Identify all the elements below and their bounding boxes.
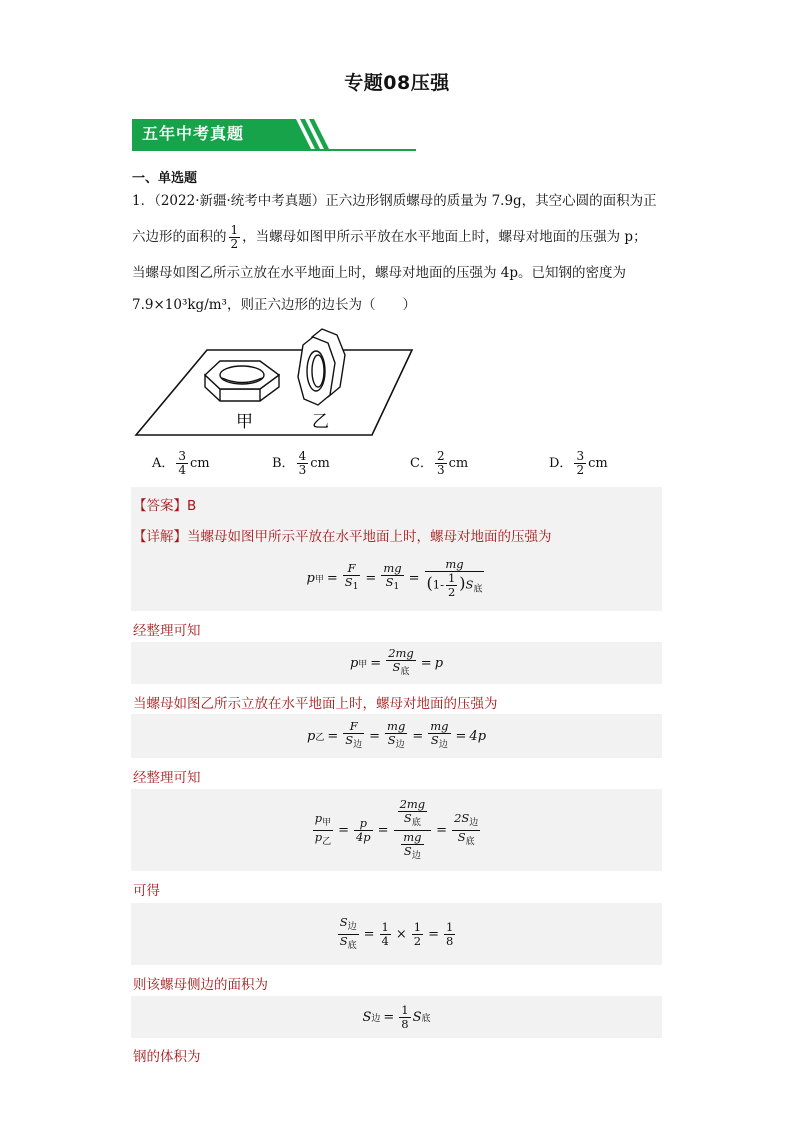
option-c-den: 3 [436, 463, 445, 477]
f3-p: p [306, 728, 316, 744]
f5-e-den: 8 [445, 933, 454, 948]
f4-Sdi2 [452, 831, 480, 849]
f3-Sb1-sub: 边 [353, 740, 363, 750]
f1-sub: 甲 [314, 574, 324, 585]
f1-p: p [306, 570, 315, 586]
option-c-letter: C． [410, 456, 433, 471]
f5-quarter [380, 921, 391, 948]
formula-1 [131, 552, 662, 604]
formula-5 [131, 903, 662, 965]
option-d-num: 3 [576, 449, 585, 463]
f4-Sdi2-sub: 底 [465, 836, 475, 847]
f3-frac-F [343, 720, 364, 752]
note-6: 钢的体积为 [133, 1049, 201, 1065]
option-d-fraction [574, 450, 586, 477]
f1-S1 [343, 576, 361, 594]
f3-eq3: = [412, 728, 424, 744]
f4-pyi [313, 831, 333, 849]
f1-inner-num: 1 [447, 570, 456, 585]
f5-Sb [338, 916, 359, 935]
f3-frac-mg2 [428, 720, 450, 752]
note-4: 可得 [133, 883, 160, 899]
f4-Sdi-sub: 底 [411, 817, 421, 828]
f5-h-den: 2 [413, 933, 422, 948]
detail-text: 【详解】当螺母如图甲所示平放在水平地面上时，螺母对地面的压强为 [133, 529, 552, 545]
question-line-2-pre: 六边形的面积的 [132, 229, 227, 245]
f4-pjia-p: p [314, 810, 323, 825]
f3-Sb3: S [430, 733, 439, 747]
f4-frac-p4p [354, 817, 373, 844]
f1-eq3: = [408, 570, 420, 586]
f5-e-num: 1 [445, 919, 454, 934]
f3-eq1: = [327, 728, 339, 744]
option-c-unit: cm [448, 456, 469, 471]
section-banner [132, 116, 416, 152]
option-b [272, 450, 330, 477]
f1-den-big: (1- $\frac{1}{2}$ )$S_底$ [426, 570, 483, 599]
f1-eq2: = [365, 570, 377, 586]
f2-frac [386, 647, 416, 679]
option-d [549, 450, 608, 477]
f4-2S-sub: 边 [469, 817, 479, 828]
f5-Sb-sub: 边 [347, 921, 357, 932]
option-d-letter: D． [549, 456, 573, 471]
f3-den2 [385, 734, 407, 752]
f4-Sdi2-s: S [457, 829, 466, 844]
f6-num: 1 [401, 1002, 409, 1017]
f2-2mg: 2mg [388, 646, 414, 660]
half-den: 2 [230, 237, 239, 251]
option-a-den: 4 [178, 463, 187, 477]
banner-stripes-icon [282, 119, 332, 149]
f4-pyi-p: p [314, 829, 323, 844]
answer-label: 【答案】B [133, 498, 197, 514]
half-num: 1 [230, 223, 239, 237]
f1-mg2: mg [425, 558, 485, 572]
f6-Sb-sub: 边 [371, 1013, 381, 1024]
f5-Sb-s: S [339, 914, 348, 929]
f4-frac-big [394, 798, 432, 863]
f1-S1b-s: S [385, 575, 394, 589]
option-c-num: 2 [436, 449, 445, 463]
half-fraction [229, 224, 241, 251]
option-b-fraction [297, 450, 309, 477]
f3-frac-mg1 [385, 720, 407, 752]
formula-4 [131, 789, 662, 871]
formula-2 [131, 642, 662, 684]
f5-Sdi-s: S [339, 933, 348, 948]
ground-plane [136, 350, 412, 435]
page-title: 专题08压强 [344, 72, 450, 94]
label-yi: 乙 [312, 412, 329, 432]
f4-p: p [354, 817, 373, 831]
f3-Sb1: S [345, 733, 354, 747]
option-b-num: 4 [298, 449, 307, 463]
note-5: 则该螺母侧边的面积为 [133, 977, 268, 993]
f4-2S: 2S [454, 810, 470, 825]
flat-nut-icon [205, 361, 279, 401]
f4-pyi-sub: 乙 [322, 836, 332, 847]
f6-den: 8 [401, 1016, 409, 1031]
f1-S1b-sub: 1 [393, 582, 400, 592]
f3-mg1: mg [387, 719, 406, 733]
f4-Sb-sub: 边 [411, 850, 421, 861]
f5-q-num: 1 [381, 919, 389, 934]
f4-pjia [313, 812, 333, 831]
f4-Sdi-s: S [403, 810, 412, 825]
option-a-letter: A． [152, 456, 175, 471]
f3-4p: 4p [469, 728, 487, 744]
f5-eq2: = [428, 926, 439, 942]
f1-frac-mg [381, 562, 403, 594]
f4-big-den [394, 831, 432, 863]
option-a-unit: cm [190, 456, 210, 471]
f4-Sb-s: S [403, 843, 412, 858]
f1-Sdi-sub: 底 [473, 584, 483, 594]
f4-Sdi [398, 812, 428, 830]
f6-Sb: S [362, 1009, 372, 1025]
f3-den3 [428, 734, 450, 752]
upright-nut-icon [298, 329, 345, 405]
f5-half [412, 921, 423, 948]
f2-sub: 甲 [358, 659, 368, 670]
f3-F: F [343, 720, 364, 734]
f1-inner-den: 2 [447, 584, 456, 599]
f4-2mg: 2mg [399, 796, 426, 811]
f1-Sdi: S [465, 577, 474, 591]
f1-frac-big [425, 558, 485, 599]
option-c [410, 450, 468, 477]
option-d-unit: cm [588, 456, 608, 471]
f4-inner-top [398, 798, 428, 830]
f1-S1-s: S [344, 575, 353, 589]
f3-Sb2: S [387, 733, 396, 747]
f5-q-den: 4 [381, 933, 389, 948]
f5-Sdi [338, 935, 359, 953]
question-line-2-post: ，当螺母如图甲所示平放在水平地面上时，螺母对地面的压强为 p； [242, 229, 647, 245]
f4-eq2: = [377, 822, 389, 838]
option-b-letter: B． [272, 456, 295, 471]
f1-S1b [381, 576, 403, 594]
note-1: 经整理可知 [133, 623, 201, 639]
note-3: 经整理可知 [133, 770, 201, 786]
label-jia: 甲 [236, 412, 253, 432]
f1-frac-F [343, 562, 361, 594]
f4-4p: 4p [355, 829, 371, 844]
f2-p-right: p [434, 655, 444, 671]
option-a-fraction [176, 450, 188, 477]
f4-2Sb [452, 812, 480, 831]
f1-F: F [343, 562, 361, 576]
option-a-num: 3 [178, 449, 187, 463]
f2-p: p [349, 655, 359, 671]
f1-S1-sub: 1 [352, 582, 359, 592]
question-line-4: 7.9×10³kg/m³，则正六边形的边长为（ ） [132, 297, 416, 313]
f6-Sdi-sub: 底 [421, 1013, 431, 1024]
f4-Sb [401, 845, 423, 863]
f2-Sdi-sub: 底 [400, 667, 410, 677]
f1-one-minus: 1- [432, 577, 444, 591]
f4-pjia-sub: 甲 [322, 817, 332, 828]
nut-figure [132, 325, 417, 440]
f4-mg: mg [403, 829, 422, 844]
f3-den1 [343, 734, 364, 752]
f3-Sb3-sub: 边 [438, 740, 448, 750]
f3-Sb2-sub: 边 [395, 740, 405, 750]
option-b-den: 3 [298, 463, 307, 477]
f6-eighth [399, 1004, 410, 1031]
formula-6 [131, 996, 662, 1038]
option-d-den: 2 [576, 463, 585, 477]
option-c-fraction [435, 450, 447, 477]
f4-eq1: = [338, 822, 349, 838]
f5-frac-ratio [338, 916, 359, 953]
f5-eq1: = [363, 926, 375, 942]
section-heading: 一、单选题 [132, 171, 198, 186]
f3-eq4: = [455, 728, 467, 744]
question-line-1: 1．（2022·新疆·统考中考真题）正六边形钢质螺母的质量为 7.9g，其空心圆的面积为正 [132, 193, 657, 209]
f5-h-num: 1 [413, 919, 422, 934]
f2-den [386, 661, 416, 679]
question-line-3: 当螺母如图乙所示立放在水平地面上时，螺母对地面的压强为 4p。已知钢的密度为 [132, 265, 627, 281]
f2-eq2: = [420, 655, 432, 671]
f4-frac-ratio [313, 812, 333, 849]
f4-eq3: = [436, 822, 448, 838]
f4-inner-bot [401, 831, 423, 863]
f3-eq2: = [369, 728, 381, 744]
f5-Sdi-sub: 底 [347, 940, 357, 951]
formula-3 [131, 714, 662, 758]
f6-eq: = [383, 1009, 395, 1025]
question-line-2 [132, 224, 647, 251]
option-b-unit: cm [310, 456, 330, 471]
banner-label: 五年中考真题 [142, 124, 245, 143]
f2-eq1: = [370, 655, 382, 671]
f1-mg: mg [383, 561, 402, 575]
f6-Sdi: S [412, 1009, 422, 1025]
f5-times: × [395, 926, 407, 942]
note-2: 当螺母如图乙所示立放在水平地面上时，螺母对地面的压强为 [133, 696, 498, 712]
f5-eighth [444, 921, 455, 948]
option-a [152, 450, 210, 477]
f3-sub: 乙 [315, 732, 325, 743]
f3-mg2: mg [430, 719, 449, 733]
f1-inner-half [446, 572, 457, 599]
f4-frac-result [452, 812, 480, 849]
f1-eq1: = [326, 570, 338, 586]
f4-big-num [394, 798, 432, 831]
banner-underline [132, 149, 416, 151]
f2-Sdi: S [392, 660, 401, 674]
